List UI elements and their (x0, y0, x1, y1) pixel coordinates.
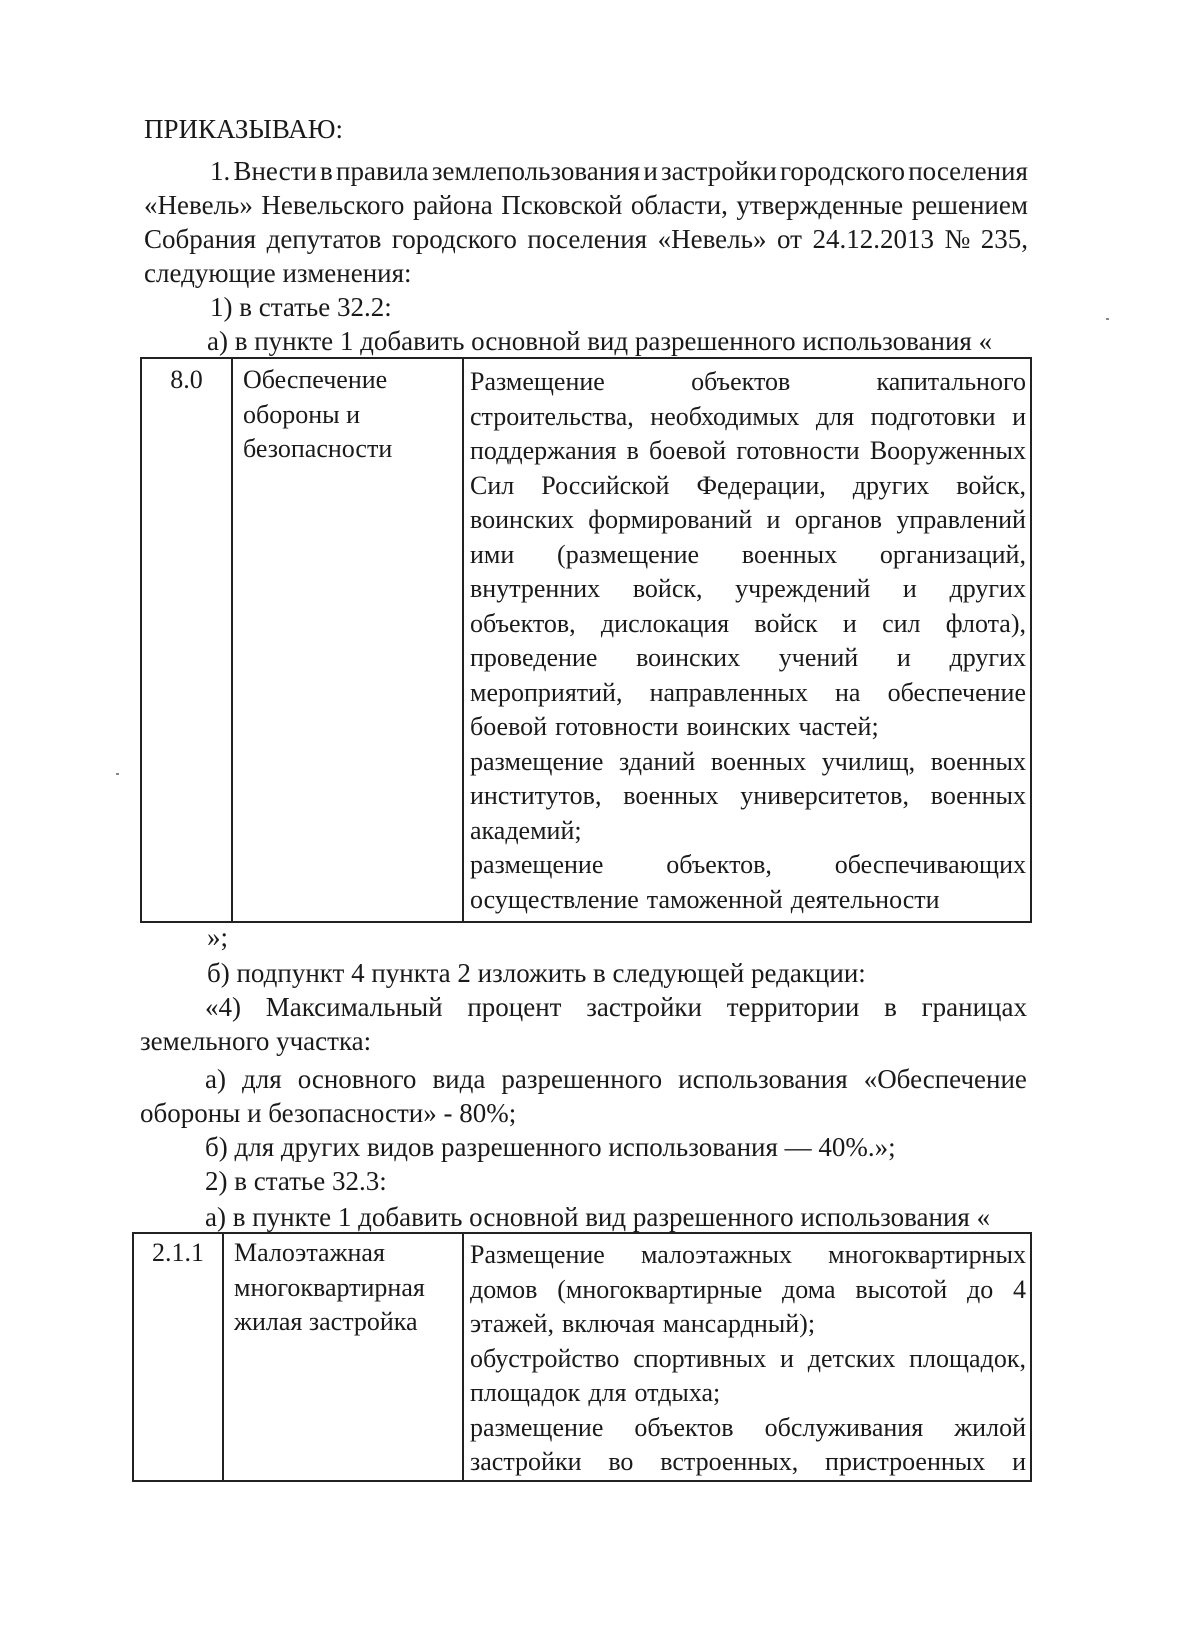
description-line: осуществление таможенной деятельности (470, 884, 940, 914)
description-line: объектов, дислокация войск и сил флота), (470, 608, 1026, 638)
description-line: размещение объектов, обеспечивающих (470, 850, 1026, 879)
description-line: застройки во встроенных, пристроенных и (470, 1447, 1026, 1476)
use-description (470, 1238, 1026, 1480)
name-line: обороны и (243, 399, 361, 429)
use-code: 2.1.1 (152, 1238, 204, 1267)
description-line: размещение объектов обслуживания жилой (470, 1412, 1026, 1442)
item-1b-b-text: б) для других видов разрешенного использования — 40%.»; (205, 1132, 896, 1162)
description-line: институтов, военных университетов, военных (470, 781, 1026, 810)
description-line: площадок для отдыха; (470, 1378, 721, 1407)
permitted-use-table-2 (132, 1232, 1032, 1482)
table-cell-description (463, 358, 1031, 922)
description-line: ими (размещение военных организаций, (470, 539, 1026, 569)
description-line: Сил Российской Федерации, других войск, (470, 470, 1026, 500)
use-description (470, 365, 1026, 917)
name-line: жилая застройка (234, 1307, 418, 1336)
closing-quote: »; (207, 922, 229, 952)
description-line: мероприятий, направленных на обеспечение (470, 677, 1026, 707)
description-line: строительства, необходимых для подготовки и (470, 401, 1026, 431)
item-1-heading: 1) в статье 32.2: (210, 292, 392, 322)
item-2-heading: 2) в статье 32.3: (205, 1166, 387, 1196)
intro-line-4: следующие изменения: (144, 258, 412, 288)
item-1b-quote-line-2: земельного участка: (140, 1026, 372, 1056)
description-line: воинских формирований и органов управлений (470, 505, 1026, 534)
scan-speck (116, 773, 119, 775)
scan-speck (1106, 318, 1109, 320)
item-1b-quote-line-1: «4) Максимальный процент застройки территории в границах (205, 992, 1027, 1022)
table-row (133, 1233, 1031, 1481)
name-line: Малоэтажная (234, 1238, 385, 1267)
table-row (141, 358, 1031, 922)
order-heading: ПРИКАЗЫВАЮ: (144, 114, 343, 144)
name-line: Обеспечение (243, 365, 388, 394)
intro-line-2: «Невель» Невельского района Псковской области, утвержденные решением (144, 190, 1028, 220)
table-cell-description (463, 1233, 1031, 1481)
item-1a-text: а) в пункте 1 добавить основной вид разрешенного использования « (207, 326, 993, 356)
table-cell-code (133, 1233, 223, 1481)
use-name (234, 1236, 462, 1340)
intro-line-3: Собрания депутатов городского поселения «Невель» от 24.12.2013 № 235, (144, 224, 1028, 254)
item-1b-a-line-2: обороны и безопасности» - 80%; (140, 1098, 517, 1128)
description-line: поддержания в боевой готовности Вооруженных (470, 436, 1026, 465)
item-1b-a-line-1: а) для основного вида разрешенного использования «Обеспечение (205, 1064, 1027, 1094)
description-line: академий; (470, 815, 582, 845)
description-line: Размещение объектов капитального (470, 367, 1026, 396)
description-line: этажей, включая мансардный); (470, 1309, 816, 1338)
use-name (243, 363, 462, 467)
table-cell-name (223, 1233, 463, 1481)
permitted-use-table-1 (140, 357, 1032, 923)
description-line: Размещение малоэтажных многоквартирных (470, 1240, 1026, 1269)
intro-line-1: 1. Внести в правила землепользования и застройки городского поселения (210, 156, 1028, 186)
item-1b-text: б) подпункт 4 пункта 2 изложить в следующей редакции: (207, 958, 866, 988)
table-cell-name (232, 358, 463, 922)
description-line: домов (многоквартирные дома высотой до 4 (470, 1274, 1026, 1304)
table-cell-code (141, 358, 232, 922)
name-line: безопасности (243, 434, 393, 463)
description-line: проведение воинских учений и других (470, 643, 1026, 672)
description-line: боевой готовности воинских частей; (470, 712, 879, 741)
description-line: обустройство спортивных и детских площадок, (470, 1343, 1026, 1373)
name-line: многоквартирная (234, 1272, 425, 1302)
item-2a-text: а) в пункте 1 добавить основной вид разрешенного использования « (205, 1202, 991, 1232)
use-code: 8.0 (170, 365, 203, 394)
description-line: внутренних войск, учреждений и других (470, 574, 1026, 603)
description-line: размещение зданий военных училищ, военных (470, 746, 1026, 776)
